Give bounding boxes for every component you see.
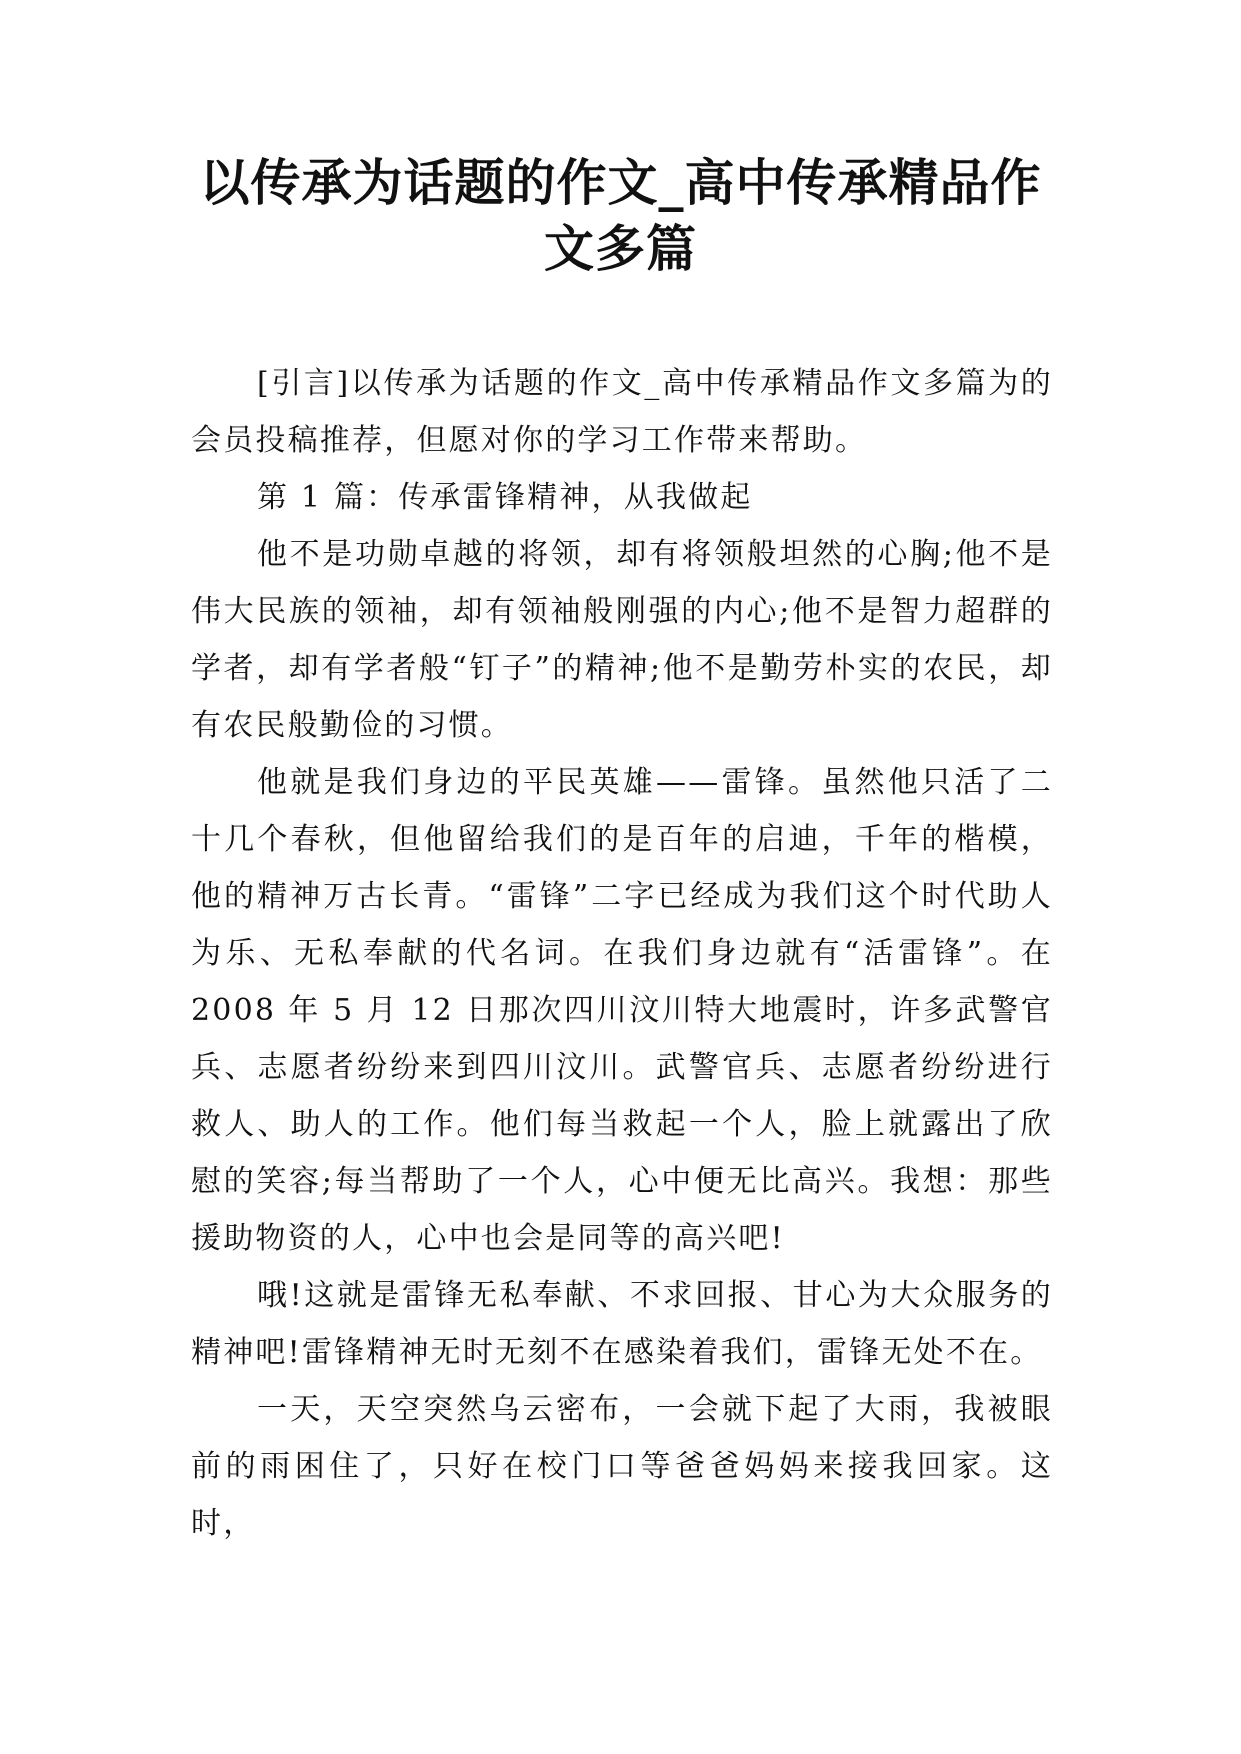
section-heading: 第 1 篇：传承雷锋精神，从我做起 (257, 480, 753, 515)
document-title: 以传承为话题的作文_高中传承精品作文多篇 (199, 154, 1042, 278)
body-paragraph: 他就是我们身边的平民英雄——雷锋。虽然他只活了二十几个春秋，但他留给我们的是百年的启迪，千年的楷模，他的精神万古长青。“雷锋”二字已经成为我们这个时代助人为乐、无私奉献的代名词。在我们身边就有“活雷锋”。在 2008 年 5 月 12 日那次四川汶川特大地震时，许多武警官兵、志愿者纷纷来到四川汶川。武警官兵、志愿者纷纷进行救人、助人的工作。他们每当救起一个人，脸上就露出了欣慰的笑容;每当帮助了一个人，心中便无比高兴。我想：那些援助物资的人，心中也会是同等的高兴吧! (191, 765, 1053, 1256)
intro-paragraph: [引言]以传承为话题的作文_高中传承精品作文多篇为的会员投稿推荐，但愿对你的学习工作带来帮助。 (191, 366, 1053, 458)
document-body (191, 355, 1053, 1552)
body-paragraph: 哦!这就是雷锋无私奉献、不求回报、甘心为大众服务的精神吧!雷锋精神无时无刻不在感染着我们，雷锋无处不在。 (191, 1278, 1053, 1370)
body-paragraph: 他不是功勋卓越的将领，却有将领般坦然的心胸;他不是伟大民族的领袖，却有领袖般刚强的内心;他不是智力超群的学者，却有学者般“钉子”的精神;他不是勤劳朴实的农民，却有农民般勤俭的习惯。 (191, 537, 1053, 743)
body-paragraph: 一天，天空突然乌云密布，一会就下起了大雨，我被眼前的雨困住了，只好在校门口等爸爸妈妈来接我回家。这时， (191, 1392, 1053, 1541)
